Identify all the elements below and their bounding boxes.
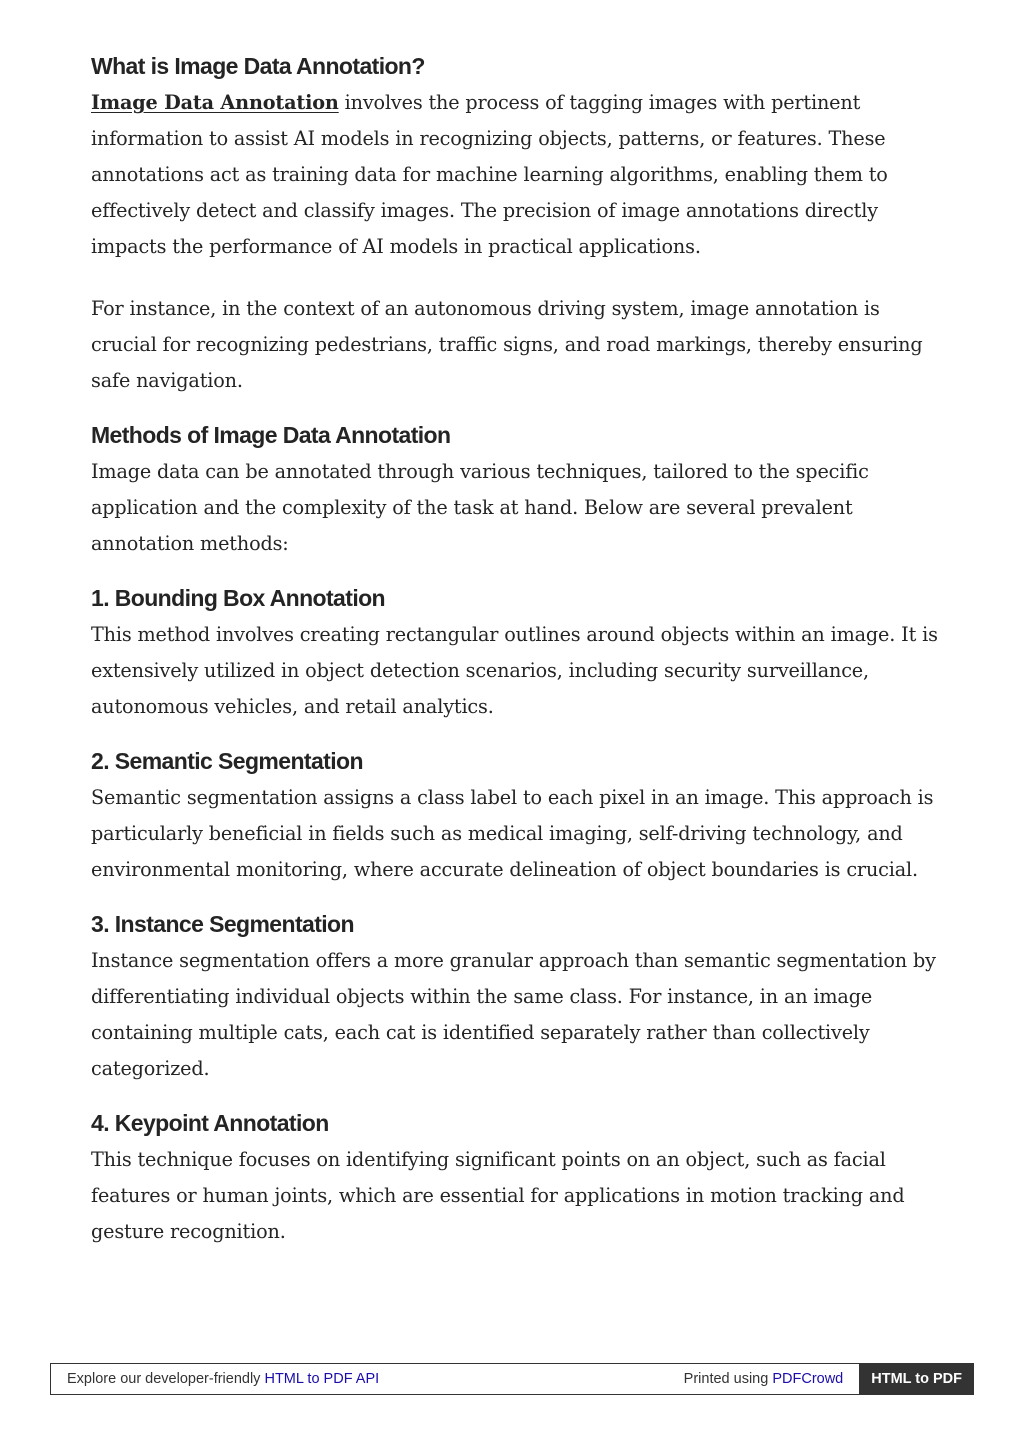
footer-printed-text: Printed using — [683, 1371, 773, 1387]
section-heading-what-is: What is Image Data Annotation? — [91, 53, 425, 79]
section-heading-keypoint-annotation: 4. Keypoint Annotation — [91, 1110, 329, 1136]
section-heading-bounding-box: 1. Bounding Box Annotation — [91, 585, 386, 611]
section-heading-semantic-segmentation: 2. Semantic Segmentation — [91, 748, 363, 774]
paragraph — [91, 85, 941, 265]
footer-explore — [51, 1371, 684, 1387]
pdfcrowd-link[interactable]: PDFCrowd — [772, 1371, 844, 1387]
footer-printed — [684, 1371, 860, 1387]
paragraph: Semantic segmentation assigns a class label to each pixel in an image. This approach is particularly beneficial in fields such as medical imaging, self-driving technology, and environmental monitoring, where accurate delineation of object boundaries is crucial. — [91, 786, 934, 881]
paragraph: Image data can be annotated through various techniques, tailored to the specific application and the complexity of the task at hand. Below are several prevalent annotation methods: — [91, 460, 869, 555]
section-heading-instance-segmentation: 3. Instance Segmentation — [91, 911, 354, 937]
paragraph: This method involves creating rectangular outlines around objects within an image. It is extensively utilized in object detection scenarios, including security surveillance, autonomous vehicles, and retail analytics. — [91, 623, 938, 718]
pdfcrowd-footer-bar — [50, 1363, 974, 1395]
section-heading-methods: Methods of Image Data Annotation — [91, 422, 451, 448]
paragraph-text: involves the process of tagging images with pertinent information to assist AI models in recognizing objects, patterns, or features. These annotations act as training data for machine learning algorithms, enabling them to effectively detect and classify images. The precision of image annotations directly impacts the performance of AI models in practical applications. — [91, 91, 888, 258]
footer-explore-text: Explore our developer-friendly — [67, 1371, 265, 1387]
html-to-pdf-button[interactable]: HTML to PDF — [859, 1363, 974, 1395]
article — [91, 50, 941, 1250]
image-data-annotation-link[interactable]: Image Data Annotation — [91, 91, 339, 114]
paragraph: Instance segmentation offers a more granular approach than semantic segmentation by differentiating individual objects within the same class. For instance, in an image containing multiple cats, each cat is identified separately rather than collectively categorized. — [91, 949, 936, 1080]
paragraph: This technique focuses on identifying significant points on an object, such as facial features or human joints, which are essential for applications in motion tracking and gesture recognition. — [91, 1148, 905, 1243]
paragraph: For instance, in the context of an autonomous driving system, image annotation is crucial for recognizing pedestrians, traffic signs, and road markings, thereby ensuring safe navigation. — [91, 297, 923, 392]
html-to-pdf-api-link[interactable]: HTML to PDF API — [264, 1371, 380, 1387]
